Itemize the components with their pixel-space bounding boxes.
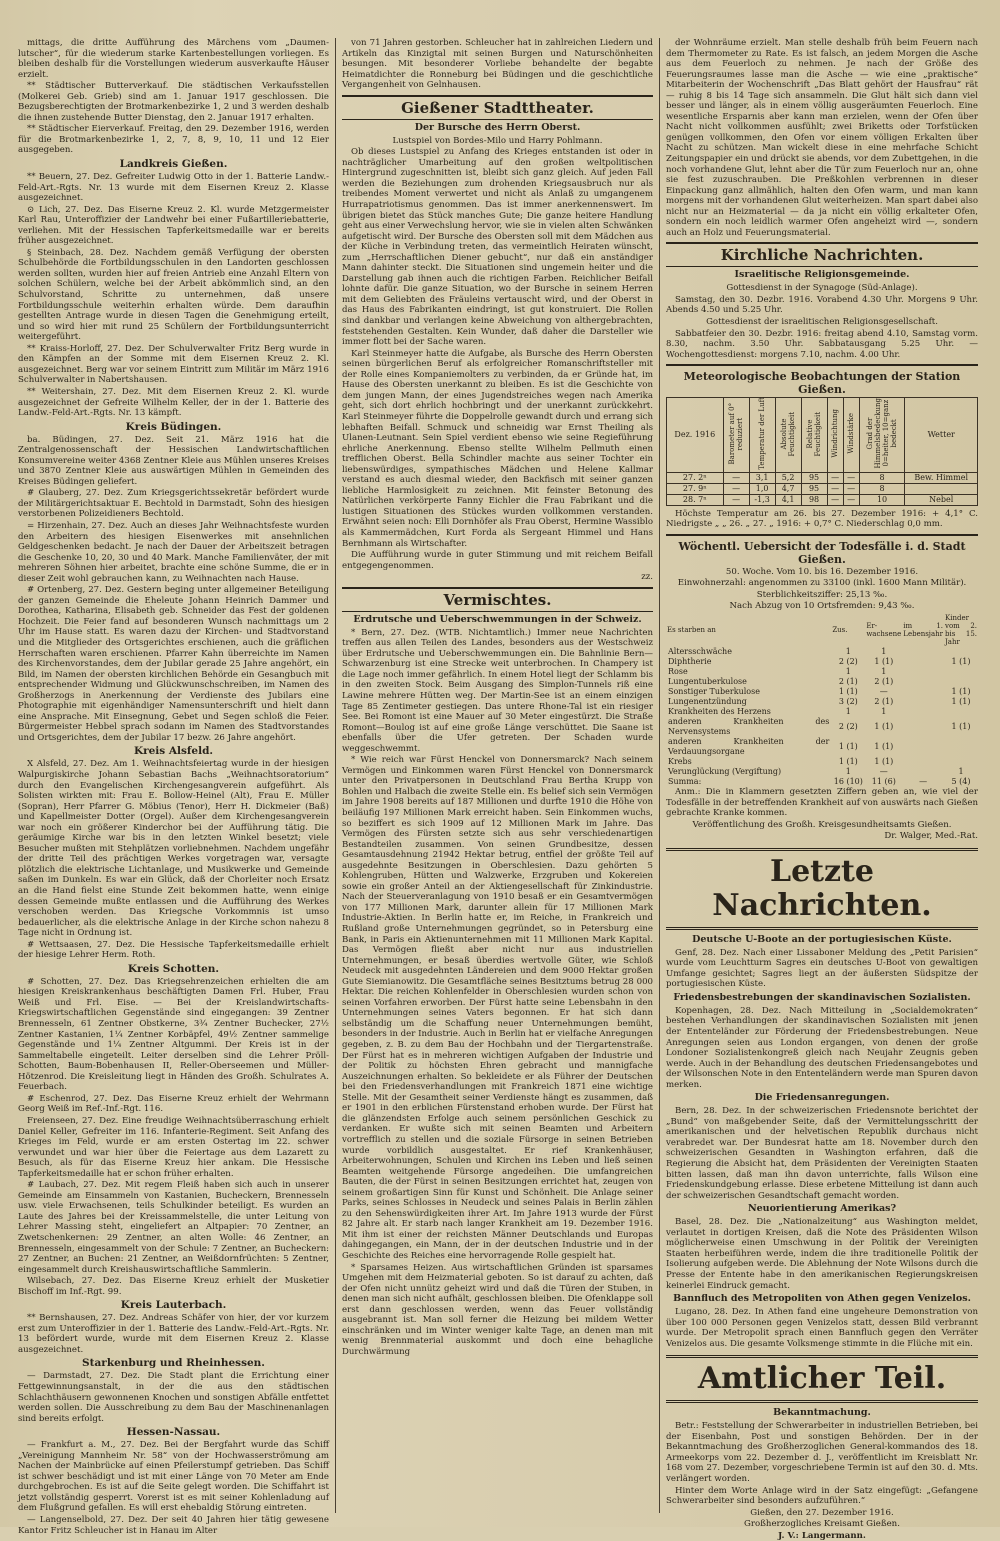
deaths-cell (944, 677, 978, 687)
deaths-cell: 11 (6) (871, 777, 896, 786)
announcement-heading: Bekanntmachung. (773, 1407, 871, 1419)
article-paragraph: ** Weitershain, 27. Dez. Mit dem Eisernen Kreuz 2. Kl. wurde ausgezeichnet der Gefreite Wilhelm Keller, der in der 1. Batterie des Landw.-Feld-Art.-Rgts. Nr. 13 kämpft. (18, 386, 329, 419)
article-paragraph: Karl Steinmeyer hatte die Aufgabe, als Bursche des Herrn Obersten seinen bürgerlichen Beruf als erfolgreicher Romanschriftsteller mit der Rolle eines Kompaniemolters zu verbinden, da er Gründe hat, im Hause des Obersten unerkannt zu bleiben. Es ist die Geschichte von dem jungen Mann, der eines Jugendstreiches wegen nach Amerika geht, sich dort ehrlich hochbringt und der unerkannt zurückkehrt. Karl Steinmeyer führte die Doppelrolle gewandt durch und errang sich lebhaften Beifall. Schmuck und schneidig war Ernst Theiling als Ulanen-Leutnant. Sein Spiel verdient ebenso wie seine Regieführung ehrliche Anerkennung. Ebenso stellte Wilhelm Pellmuth einen trefflichen Oberst. Bella Schindler machte aus seiner Tochter ein liebenswürdiges, sympathisches Mädchen und Helene Kallmar verstand es auch diesmal wieder, den Backfisch mit seiner ganzen liebliche Harmlosigkeit zu zeichnen. Mit feinster Betonung des Natürlichen verkörperte Fanny Eichler die Frau Fabrikant und die lustigen Situationen des Stückes wurden vollkommen verstanden. Erwähnt seien noch: Elli Dornhöfer als Frau Oberst, Hermine Wassiblo als Kammermädchen, Kurt Forda als Sergeant Himmel und Hans Bernhmann als Wirtschafter. (342, 348, 653, 549)
deaths-cell (944, 667, 978, 677)
meteo-header-label: Barometer auf 0° reduziert (728, 402, 745, 465)
deaths-cell: anderen Krankheiten des Nervensystems (668, 717, 830, 736)
deaths-cell: 1 (1) (838, 757, 858, 766)
meteo-cell: 27. 9ⁿ (667, 483, 724, 494)
deaths-cell: — (879, 767, 888, 776)
meteo-header-cell (749, 398, 775, 473)
meteo-cell: 4,7 (775, 483, 801, 494)
meteo-cell: 95 (801, 472, 827, 483)
latest-news (666, 934, 978, 1350)
section-heading: Kreis Büdingen. (125, 420, 222, 433)
article-paragraph: * Wie reich war Fürst Henckel von Donnersmarck? Nach seinem Vermögen und Einkommen waren Fürst Henckel von Donnersmarck unter den Privatpersonen in Deutschland Frau Bertha Krupp von Bohlen und Halbach die zweite Stelle ein. Es belief sich sein Vermögen im Jahre 1908 bereits auf 187 Millionen und durfte 1910 die Höhe von beiläufig 197 Millionen Mark erreicht haben. Sein Einkommen wuchs, so beziffert es sich 1909 auf 12 Millionen Mark im Jahre. Das Vermögen des Fürsten setzte sich aus sehr verschiedenartigen Bestandteilen zusammen. Von seinen Grundbesitze, dessen Gesamtausdehnung 21942 Hektar betrug, entfiel der größte Teil auf ausgedehnte Besitzungen in Oberschlesien. Dazu gehörten 5 Kohlengruben, Hütten und Walzwerke, Erzgruben und Kokereien sowie ein großer Anteil an der Aktiengesellschaft für Zinkindustrie. Nach der Steuerveranlagung von 1910 besaß er ein Gesamtvermögen von 177 Millionen Mark, darunter allein für 17 Millionen Mark Industrie-Aktien. In Berlin hatte er, im Reiche, in Frankreich und Rußland große Unternehmungen gegründet, so in Petersburg eine Bank, in Paris ein Aktienunternehmen mit 11 Millionen Mark Kapital. Das Vermögen fließt aber nicht nur aus industriellen Unternehmungen, er besaß überdies wertvolle Güter, wie Schloß Neudeck mit ausgedehnten Ländereien und dem 9000 Hektar großen Gute Siemianowitz. Die Gesamtfläche seines Besitztums betrug 28 000 Hektar. Die reichen Kohlenfelder in Oberschlesien wurden schon von seinen Vorfahren erworben. Der Fürst hatte seine Lebensbahn in den Unternehmungen seines Vaters begonnen. Er hat sich dann selbständig um die Schaffung neuer Unternehmungen bemüht, besonders in der Industrie. Auch in Berlin hat er vielfache Anregungen gegeben, z. B. zu dem Bau der Hochbahn und der Tiergartenstraße. Der Fürst hat es in mehreren wichtigen Aufgaben der Industrie und der Politik zu höchsten Ehren gebracht und mannigfache Auszeichnungen erhalten. So bekleidete er als Führer der Deutschen bei den Friedensverhandlungen mit Frankreich 1871 eine wichtige Stelle. Mit der Gesamtheit seiner Verdienste hängt es zusammen, daß er 1901 in den erblichen Fürstenstand erhoben wurde. Der Fürst hat die glänzendsten Erfolge auch seinem persönlichen Geschick zu verdanken. Er wußte sich mit seinen Beamten und Arbeitern vortrefflich zu stellen und die soziale Fürsorge in seinen Betrieben wurde vorbildlich ausgestaltet. Er rief Krankenhäuser, Arbeiterwohnungen, Schulen und Kirchen ins Leben und ließ seinen Beamten weitgehende Fürsorge angedeihen. Die umfangreichen Bauten, die der Fürst in seinen Besitzungen errichtet hat, zeugen von seinem großartigen Sinn für Kunst und Schönheit. Die Anlage seiner Parks, seines Schlosses in Neudeck und seines Palais in Berlin zählen zu den Sehenswürdigkeiten ihrer Art. Im Jahre 1913 wurde der Fürst 82 Jahre alt. Er starb nach langer Krankheit am 19. Dezember 1916. Mit ihm ist einer der reichsten Männer Deutschlands und Europas dahingegangen, ein Mann, der in der deutschen Industrie und in der Geschichte des Reiches eine hervorragende Rolle gespielt hat. (342, 755, 653, 1261)
section-title: Vermischtes. (342, 587, 653, 612)
deaths-cell: 2 (2) (838, 657, 858, 666)
deaths-cell: 3 (2) (838, 697, 858, 706)
article-paragraph: * Bern, 27. Dez. (WTB. Nichtamtlich.) Immer neue Nachrichten treffen aus allen Teilen des Landes, besonders aus der Westschweiz über Erdrutsche und Ueberschwemmungen ein. Die Bahnlinie Bern—Schwarzenburg ist eine Strecke weit unterbrochen. In Champery ist die Lage noch immer gefährlich. In einem Hotel liegt der Schlamm bis in den zweiten Stock. Beim Ausgang des Simplon-Tunnels riß eine Lawine mehrere Hütten weg. Der Martin-See ist an einem einzigen Tage 85 Zentimeter gestiegen. Das untere Rhone-Tal ist ein riesiger See. Bei Romont ist eine Mauer auf 30 Meter eingestürzt. Die Straße Romont—Boulog ist auf eine große Länge verschüttet. Die Saane ist ebenfalls über die Ufer getreten. Der Schaden wurde weggeschwemmt. (342, 627, 653, 754)
meteo-cell: 8 (859, 483, 905, 494)
article-paragraph: * Sparsames Heizen. Aus wirtschaftlichen Gründen ist sparsames Umgehen mit dem Heizmaterial geboten. So ist darauf zu achten, daß der Ofen nicht unnütz geheizt wird und daß die Türen der Stuben, in denen man sich nicht aufhält, geschlossen bleiben. Die Ofenklappe soll erst dann geschlossen werden, wenn das Feuer vollständig ausgebrannt ist. Man soll ferner die Heizung bei mildem Wetter einschränken und im Winter weniger kalte Tage, an denen man mit wenig Brennmaterial auskommt und doch eine behagliche Durchwärmung (342, 1262, 653, 1357)
news-headline: Friedensbestrebungen der skandinavischen Sozialisten. (673, 991, 971, 1003)
announcement-office: Großherzogliches Kreisamt Gießen. (744, 1519, 900, 1530)
deaths-row (666, 667, 978, 677)
deaths-cell: Verunglückung (Vergiftung) (668, 767, 782, 776)
deaths-cell (902, 717, 944, 737)
article-paragraph: — Langenselbold, 27. Dez. Der seit 40 Jahren hier tätig gewesene Kantor Fritz Schleucher ist in Hanau im Alter (18, 1515, 329, 1536)
announcement-signature: J. V.: Langermann. (778, 1530, 866, 1541)
news-text: Basel, 28. Dez. Die „Nationalzeitung“ aus Washington meldet, verlautet in dortigen Kreisen, daß die Note des Präsidenten Wilson möglicherweise einen Umschwung in der Politik der Vereinigten Staaten herbeiführen werde, indem die ihre traditionelle Politik der Isolierung aufgeben werde. Die Ablehnung der Note Wilsons durch die Presse der Entente habe in den amerikanischen Regierungskreisen keinerlei Eindruck gemacht. (666, 1217, 978, 1291)
meteo-table (666, 397, 978, 506)
article-paragraph: ba. Büdingen, 27. Dez. Seit 21. März 1916 hat die Zentralgenossenschaft der Hessischen Landwirtschaftlichen Konsumvereine weiter 4368 Zentner Kleie aus Mühlen unseres Kreises und 3870 Zentner Kleie aus auswärtigen Mühlen in Gemeinden des Kreises Büdingen geliefert. (18, 434, 329, 487)
centered-line: Gottesdienst der israelitischen Religionsgesellschaft. (706, 317, 938, 328)
deaths-row (666, 677, 978, 687)
meteo-cell: 5,2 (775, 472, 801, 483)
divider (666, 364, 978, 366)
meteo-cell: — (827, 472, 843, 483)
news-text: Bern, 28. Dez. In der schweizerischen Friedensnote berichtet der „Bund“ von maßgebender Seite, daß der Vermittelungsschritt der amerikanischen und der helvetischen Republik durchaus nicht verabredet war. Der Bundesrat hatte am 18. November durch den schweizerischen Gesandten in Washington erfahren, daß die Regierung die Absicht hat, dem Präsidenten der Vereinigten Staaten bitten lassen, daß man ihn davon unterrichte, falls Wilson eine Friedenskundgebung erlasse. Diese erbetene Mitteilung ist dann auch der schweizerischen Gesandtschaft gemacht worden. (666, 1106, 978, 1201)
meteo-cell: — (827, 494, 843, 505)
section-title: Kirchliche Nachrichten. (666, 242, 978, 267)
deaths-cell: 1 (1) (874, 657, 894, 666)
meteo-cell: 27. 2ⁿ (667, 472, 724, 483)
meteo-cell: — (843, 483, 859, 494)
deaths-row (666, 707, 978, 717)
deaths-cell (944, 707, 978, 717)
deaths-rate-adjusted: Nach Abzug von 10 Ortsfremden: 9,43 ‰. (729, 601, 915, 612)
deaths-header-cell: Er-wachsene (866, 622, 902, 638)
meteo-header-cell (843, 398, 859, 473)
article-paragraph: — Frankfurt a. M., 27. Dez. Bei der Bergfahrt wurde das Schiff „Vereinigung Mannheim Nr. 58“ von der Hochwasserströmung am Nachen der Mainbrücke auf einen Pfeilerstumpf getrieben. Das Schiff ist schwer beschädigt und ist mit einer Länge von 70 Meter am Ende durchgebrochen. Es ist auf die Seite gelegt worden. Die Schiffahrt ist jetzt vollständig gesperrt. Vorerst ist es mit seiner Kohlenladung auf dem Flußgrund gefallen. Es will erst ehebaldig Störung eintreten. (18, 1440, 329, 1514)
deaths-row (666, 647, 978, 657)
deaths-row (666, 737, 978, 757)
article-paragraph: # Schotten, 27. Dez. Das Kriegsehrenzeichen erhielten die am hiesigen Kreiskrankenhaus beschäftigten Damen Frl. Huber, Frau Weiß und Frl. Eise. — Bei der Kreislandwirtschafts-Kriegswirtschaftlichen Gegenstände sind eingegangen: 39 Zentner Brennesseln, 61 Zentner Obstkerne, 3¾ Zentner Buchecker, 27½ Zentner Kastanien, 1¼ Zentner Korbäpfel, 49½ Zentner sammelige Gegenstände und 1¼ Zentner Altgummi. Der Kreis ist in der Sammeltabelle eingeteilt. Leiter derselben sind die Lehrer Pröll-Schotten, Baum-Bobenhausen II, Reller-Oberseemen und Müller-Hötzenrod. Die Kreisleitung liegt in Händen des Großh. Schulrates A. Feuerbach. (18, 976, 329, 1093)
deaths-row (666, 657, 978, 667)
deaths-cell: 1 (845, 667, 851, 676)
church-news (666, 242, 978, 360)
announcement-text-2: Hinter dem Worte Anlage wird in der Satz eingefügt: „Gefangene Schwerarbeiter sind besonders aufzuführen.“ (666, 1485, 978, 1507)
deaths-cell: Lungenentzündung (668, 697, 747, 706)
news-headline: Die Friedensanregungen. (754, 1092, 890, 1104)
deaths-cell: anderen Krankheiten der Verdauungsorgane (668, 737, 830, 756)
deaths-population: Einwohnerzahl: angenommen zu 33100 (inkl. 1600 Mann Militär). (677, 578, 967, 589)
article-paragraph: Sabbatfeier den 30. Dezbr. 1916: freitag abend 4.10, Samstag vorm. 8.30, nachm. 3.50 Uhr. Sabbatausgang 5.25 Uhr. — Wochengottesdienst: morgens 7.10, nachm. 4.00 Uhr. (666, 328, 978, 360)
section-title: Gießener Stadttheater. (342, 95, 653, 120)
deaths-cell: 1 (1) (951, 687, 971, 696)
section-heading: Kreis Alsfeld. (133, 745, 214, 758)
section-heading: Starkenburg und Rheinhessen. (82, 1357, 265, 1370)
section-heading: Landkreis Gießen. (119, 158, 228, 171)
deaths-cell (902, 697, 944, 707)
article-paragraph: X Alsfeld, 27. Dez. Am 1. Weihnachtsfeiertag wurde in der hiesigen Walpurgiskirche Johann Sebastian Bachs „Weihnachtsoratorium“ durch den Evangelischen Kirchengesangverein aufgeführt. Als Solisten wirkten mit: Frau E. Bollow-Heinel (Alt), Frau E. Müller (Sopran), Herr Pfarrer G. Möbius (Tenor), Herr H. Dickmeier (Baß) und Kapellmeister Dotter (Orgel). Außer dem Kirchengesangverein war noch ein größerer Kinderchor bei der Aufführung tätig. Die geräumige Kirche war bis in den letzten Winkel besetzt; viele Besucher mußten mit Stehplätzen vorliebnehmen. Nachdem ungefähr der dritte Teil des prächtigen Werkes vorgetragen war, versagte plötzlich die elektrische Lichtanlage, und Musikwerke und Gemeinde saßen im Dunkeln. Es war ein Glück, daß der Chorleiter noch Ersatz an die Hand fielst eine Stunde Zeit bekommen hatte, wenn einige dessen Gemeinde mußte entlassen und die Aufführung des Werkes verschoben werden. Das Kriegsche Vorkommnis ist umso bedauerlicher, als die elektrische Anlage in der Kirche schon nahezu 8 Tage nicht in Ordnung ist. (18, 759, 329, 939)
meteo-row (667, 483, 978, 494)
meteo-row (667, 472, 978, 483)
deaths-cell: Diphtherie (668, 657, 712, 666)
meteo-cell: — (723, 472, 749, 483)
section-heading: Kreis Schotten. (127, 962, 220, 975)
meteo-cell: -1,3 (749, 494, 775, 505)
deaths-cell: 1 (845, 767, 851, 776)
deaths-cell: Krankheiten des Herzens (668, 707, 771, 716)
deaths-cell: 1 (1) (838, 687, 858, 696)
meteo-title: Meteorologische Beobachtungen der Station Gießen. (683, 370, 961, 397)
section-heading: Hessen-Nassau. (126, 1426, 221, 1439)
deaths-cell: 1 (881, 707, 887, 716)
deaths-cell: 2 (1) (838, 677, 858, 686)
meteo-header-cell (667, 398, 724, 473)
deaths-cell (902, 707, 944, 717)
temperature-summary (666, 509, 978, 530)
article-paragraph: Die Aufführung wurde in guter Stimmung und mit reichem Beifall entgegengenommen. (342, 550, 653, 571)
column-2 (336, 38, 660, 1513)
meteo-header-label: Absolute Feuchtigkeit (780, 411, 797, 456)
divider (666, 534, 978, 536)
article-paragraph: # Eschenrod, 27. Dez. Das Eiserne Kreuz erhielt der Wehrmann Georg Weiß im Ref.-Inf.-Rgt. 116. (18, 1093, 329, 1115)
article-paragraph: Samstag, den 30. Dezbr. 1916. Vorabend 4.30 Uhr. Morgens 9 Uhr. Abends 4.50 und 5.25 Uhr. (666, 294, 978, 316)
meteo-cell: Bew. Himmel (905, 472, 978, 483)
deaths-row (666, 757, 978, 767)
meteo-header-label: Relative Feuchtigkeit (806, 411, 823, 456)
deaths-cell (902, 767, 944, 777)
article-subtitle: Der Bursche des Herrn Oberst. (414, 121, 581, 133)
deaths-cell: 1 (845, 647, 851, 656)
article-paragraph: = Hirzenhain, 27. Dez. Auch an dieses Jahr Weihnachtsfeste wurden den Arbeitern des hiesigen Eisenwerkes mit ansehnlichen Geldgeschenken bedacht. Je nach der Dauer der Arbeitszeit betragen die Geschenke 10, 20, 30 und 40 Mark. Manche Familienväter, der mit mehreren Söhnen hier arbeitet, brachte eine schöne Summe, die er in dieser Zeit wohl gebrauchen kann, zu Weihnachten nach Hause. (18, 520, 329, 584)
centered-line: Lustspiel von Bordes-Milo und Harry Pohlmann. (392, 135, 603, 146)
meteo-header-cell (775, 398, 801, 473)
meteo-header-label: Grad der Himmelsbedeckung 0=heiter, 10=ganz bedeckt (866, 398, 899, 469)
deaths-cell (902, 677, 944, 687)
meteo-header-label: Dez. 1916 (674, 429, 716, 439)
deaths-cell: 1 (881, 647, 887, 656)
article-paragraph: ** Beuern, 27. Dez. Gefreiter Ludwig Otto in der 1. Batterie Landw.-Feld-Art.-Rgts. Nr. 13 wurde mit dem Eisernen Kreuz 2. Klasse ausgezeichnet. (18, 172, 329, 204)
section-heading: Kreis Lauterbach. (120, 1299, 227, 1312)
meteo-cell: 3,1 (749, 472, 775, 483)
deaths-cell: 1 (1) (951, 657, 971, 666)
meteo-cell: — (827, 483, 843, 494)
column-1 (12, 38, 336, 1536)
deaths-week: 50. Woche. Vom 10. bis 16. Dezember 1916. (725, 566, 919, 577)
deaths-cell (944, 757, 978, 767)
article-paragraph: ** Städtischer Eierverkauf. Freitag, den 29. Dezember 1916, werden für die Brotmarkenbezirke 1, 2, 7, 8, 9, 10, 11 und 12 Eier ausgegeben. (18, 124, 329, 156)
deaths-cell: 1 (1) (951, 697, 971, 706)
article-paragraph: # Glauberg, 27. Dez. Zum Kriegsgerichtssekretär befördert wurde der Militärgerichtsaktuar E. Bechtold in Darmstadt, Sohn des hiesigen verstorbenen Polizeidieners Bechtold. (18, 488, 329, 520)
deaths-cell (902, 647, 944, 657)
deaths-cell: 1 (958, 767, 964, 776)
article-paragraph: # Wettsaasen, 27. Dez. Die Hessische Tapferkeitsmedaille erhielt der hiesige Lehrer Herm. Roth. (18, 939, 329, 961)
meteo-header-label: Temperatur der Luft (758, 397, 767, 470)
article-paragraph: ** Kraiss-Horloff, 27. Dez. Der Schulverwalter Fritz Berg wurde in den Kämpfen an der Somme mit dem Eisernen Kreuz 2. Kl. ausgezeichnet. Berg war vor seinem Eintritt zum Militär im März 1916 Schulverwalter in Nabertshausen. (18, 343, 329, 386)
news-headline: Deutsche U-Boote an der portugiesischen Küste. (692, 933, 952, 945)
deaths-cell: 2 (1) (874, 677, 894, 686)
deaths-cell: Rose (668, 667, 688, 676)
meteo-header-label: Windrichtung (831, 409, 840, 458)
column-3 (660, 38, 984, 1541)
deaths-cell: Altersschwäche (668, 647, 732, 656)
deaths-cell: 16 (10) (833, 777, 863, 786)
deaths-header-cell: Es starben an (667, 626, 716, 634)
deaths-row (666, 777, 978, 787)
deaths-cell: 1 (845, 707, 851, 716)
deaths-cell: 1 (1) (951, 722, 971, 731)
meteo-cell: — (843, 472, 859, 483)
deaths-cell (902, 667, 944, 677)
article-paragraph: ** Städtischer Butterverkauf. Die städtischen Verkaufsstellen (Molkerei Geb. Grieb) sind am 1. Januar 1917 geschlossen. Die Bezugsberechtigten der Brotmarkenbezirke 1, 2 und 3 werden deshalb die ihnen zustehende Butter Dienstag, den 2. Januar 1917 erhalten. (18, 81, 329, 123)
deaths-signature: Dr. Walger, Med.-Rat. (884, 831, 978, 842)
article-paragraph: mittags, die dritte Aufführung des Märchens vom „Daumen-lutscher“, für die wiederum starke Kartenbestellungen vorliegen. Es bleiben deshalb für die Vorstellungen wiederum ausverkaufte Häuser erzielt. (18, 38, 329, 80)
deaths-cell: 1 (1) (874, 742, 894, 751)
deaths-header-cell: im 1. Lebensjahr (903, 622, 944, 638)
news-text: Genf, 28. Dez. Nach einer Lissaboner Meldung des „Petit Parisien“ wurde vom Leuchtturm Sagres ein deutsches U-Boot von gewaltigen Umfange gesichtet; Sagres liegt an der äußersten Südspitze der portugiesischen Küste. (666, 947, 978, 990)
news-text: Lugano, 28. Dez. In Athen fand eine ungeheure Demonstration von über 100 000 Personen gegen Venizelos statt, dessen Bild verbrannt wurde. Der Metropolit sprach einen Bannfluch gegen den Verräter Venizelos aus. Die gesamte Volksmenge stimmte in die Flüche mit ein. (666, 1307, 978, 1349)
columns (12, 38, 988, 1541)
deaths-cell: Lungentuberkulose (668, 677, 747, 686)
deaths-source: Veröffentlichung des Großh. Kreisgesundheitsamts Gießen. (692, 819, 952, 830)
announcement-date: Gießen, den 27. Dezember 1916. (750, 1507, 894, 1518)
article-paragraph: # Ortenberg, 27. Dez. Gestern beging unter allgemeiner Beteiligung der ganzen Gemeinde die Eheleute Johann Heinrich Dammer und Dorothea, Katharina, Elisabeth geb. Schneider das Fest der goldenen Hochzeit. Die Feier fand auf besonderen Wunsch nachmittags um 2 Uhr im Hause statt. Es waren dazu der Kirchen- und Stadtvorstand und die Mitglieder des Ortsgerichtes erschienen, auch die gräflichen Herrschaften waren erschienen. Pfarrer Kahn überreichte im Namen des Kirchenvorstandes, dem der Jubilar gerade 25 Jahre angehört, ein Bild, im Namen der obersten kirchlichen Behörde ein Gesangbuch mit entsprechender Widmung und Glückwunschschreiben, im Namen des Großherzogs in Anerkennung der Verdienste des Jubilars eine Photographie mit eigenhändiger Namensunterschrift und hielt dann eine Ansprache. Mit Einsegnung, Gebet und Segen schloß die Feier. Bürgermeister Hebbel sprach sodann im Namen des Stadtvorstandes und Ortsgerichtes, dem der Jubilar 17 bezw. 26 Jahre angehört. (18, 585, 329, 743)
deaths-cell (944, 737, 978, 757)
article-paragraph: § Steinbach, 28. Dez. Nachdem gemäß Verfügung der obersten Schulbehörde die Fortbildungsschulen in den Landorten geschlossen werden sollten, wurden hier auf freien Antrieb eine Anzahl Eltern von solchen Schülern, welche bei der Arbeit abkömmlich sind, an den Schulvorstand, Schritte zu unternehmen, daß unsere Fortbildungsschule weiterhin erhalten würde. Dem daraufhin gestellten Antrage wurde in diesen Tagen die Genehmigung erteilt, und so wird hier mit rund 25 Schülern der Fortbildungsunterricht weitergeführt. (18, 247, 329, 343)
meteo-header-cell (859, 398, 905, 473)
article-subtitle: Israelitische Religionsgemeinde. (734, 269, 910, 281)
deaths-cell: — (879, 687, 888, 696)
deaths-cell: Summa: (668, 777, 702, 786)
deaths-cell: 1 (1) (838, 742, 858, 751)
deaths-cell: 2 (2) (838, 722, 858, 731)
deaths-cell: 1 (1) (874, 757, 894, 766)
deaths-header-cell: Zus. (832, 626, 848, 634)
article-paragraph: ** Bernshausen, 27. Dez. Andreas Schäfer von hier, der vor kurzem erst zum Unteroffizier in der 1. Batterie des Landw.-Feld-Art.-Rgts. Nr. 13 befördert wurde, wurde mit dem Eisernen Kreuz 2. Klasse ausgezeichnet. (18, 1313, 329, 1355)
meteo-cell: 10 (859, 494, 905, 505)
meteo-cell: — (843, 494, 859, 505)
meteo-cell: — (723, 494, 749, 505)
article-paragraph: der Wohnräume erzielt. Man stelle deshalb früh beim Feuern nach dem Thermometer zu Rate. Es ist falsch, an jedem Morgen die Asche aus dem Feuerloch zu nehmen. Je nach der Größe des Feuerungsraumes lasse man die Asche — wie eine „praktische“ Mitarbeiterin der Wochenschrift „Das Blatt gehört der Hausfrau“ rät — ruhig 8 bis 14 Tage sich ansammeln. Die Glut hält sich dann viel besser und länger, als in einem völlig ausgeräumten Feuerloch. Eine wesentliche Ersparnis aber kann man erzielen, wenn der Ofen über Nacht nicht vollkommen ausfühlt; zwei Briketts oder Torfstücken genügen vollkommen, den Ofen vor einem völligen Erkalten über Nacht zu schützen. Man wickelt diese in eine mehrfache Schicht Zeitungspapier ein und drückt sie abends, vor dem Zubettgehen, in die noch vorhandene Glut, lehnt aber die Tür zum Feuerloch nur an, ohne sie fest zuzuschrauben. Die Preßkohlen verbrennen in dieser Einpackung ganz allmählich, halten den Ofen warm, und man kann morgens mit der vorhandenen Glut weiterheizen. Man spart dabei also nicht nur an Heizmaterial — da ja nicht ein völlig erkalteter Ofen, sondern ein noch leidlich warmer Ofen angeheizt wird —, sondern auch an Holz und Feuerungsmaterial. (666, 38, 978, 238)
article-paragraph: Höchste Temperatur am 26. bis 27. Dezember 1916: + 4,1° C. Niedrigste „ „ 26. „ 27. „ 1916: + 0,7° C. Niederschlag 0,0 mm. (666, 508, 978, 530)
deaths-cell: 1 (881, 667, 887, 676)
article-paragraph: Freienseen, 27. Dez. Eine freudige Weihnachtsüberraschung erhielt Daniel Keller, Gefreiter im 116. Infanterie-Regiment. Seit Anfang des Krieges im Feld, wurde er am ersten Ostertag im 22. schwer verwundet und war hier über die Feiertage aus dem Lazarett zu Besuch, als für das Eiserne Kreuz hier ankam. Die Hessische Tapferkeitsmedaille hat er schon früher erhalten. (18, 1115, 329, 1179)
deaths-cell: Sonstiger Tuberkulose (668, 687, 760, 696)
heating-article-cont (666, 38, 978, 238)
meteo-header-label: Wetter (927, 429, 955, 439)
deaths-table (666, 613, 978, 787)
deaths-cell: — (919, 777, 928, 786)
meteo-cell: 8 (859, 472, 905, 483)
meteo-cell: 95 (801, 483, 827, 494)
news-headline: Bannfluch des Metropoliten von Athen gegen Venizelos. (673, 1293, 971, 1305)
deaths-row (666, 767, 978, 777)
meteo-row (667, 494, 978, 505)
announcement-text: Betr.: Feststellung der Schwerarbeiter in industriellen Betrieben, bei der Eisenbahn, Post und sonstigen Behörden. Der in der Bekanntmachung des Großherzoglichen General-kommandos des 18. Armeekorps vom 22. Dezember d. J., veröffentlicht im Kreisblatt Nr. 168 vom 27. Dezember, vorgeschriebene Termin ist auf den 30. d. Mts. verlängert worden. (666, 1421, 978, 1484)
article-paragraph: Wilsebach, 27. Dez. Das Eiserne Kreuz erhielt der Musketier Bischoff im Inf.-Rgt. 99. (18, 1276, 329, 1297)
meteo-cell: 1,0 (749, 483, 775, 494)
deaths-row (666, 697, 978, 707)
deaths-cell (902, 657, 944, 667)
deaths-cell (902, 757, 944, 767)
deaths-cell (902, 737, 944, 757)
meteo-header-cell (827, 398, 843, 473)
deaths-row (666, 717, 978, 737)
deaths-cell (902, 687, 944, 697)
deaths-cell: 5 (4) (951, 777, 971, 786)
article-paragraph: # Laubach, 27. Dez. Mit regem Fleiß haben sich auch in unserer Gemeinde am Einsammeln von Kastanien, Bucheckern, Brennesseln usw. viele Erwachsenen, teils Schulkinder beteiligt. Es wurden an Laute des Jahres bei der Kreissammelstelle, die unter Leitung von Lehrer Massing steht, eingeliefert an Altpapier: 70 Zentner, an Zwetschenkernen: 29 Zentner, an alten Wolle: 46 Zentner, an Brennesseln, eingesammelt von der Schule: 7 Zentner, an Bucheckern: 27 Zentner, an Buchen: 21 Zentner, an Weißdornfrüchten: 5 Zentner, eingesammelt durch Kreishauswirtschaftliche Sammlerin. (18, 1180, 329, 1275)
deaths-note: Anm.: Die in Klammern gesetzten Ziffern geben an, wie viel der Todesfälle in der betreffenden Krankheit auf von auswärts nach Gießen gebrachte Kranke kommen. (666, 787, 978, 819)
news-text: Kopenhagen, 28. Dez. Nach Mitteilung in „Socialdemokraten“ bestehen Verhandlungen der skandinavischen Sozialisten mit jenen der Ententeländer zur Förderung der Friedensbestrebungen. Neue Anregungen seien aus London ergangen, von denen der große Londoner Sozialistenkongreß gleich nach Neujahr Zeugnis geben werde. Auch in der Behandlung des deutschen Friedensangebotes und der Wilsonschen Note in den Ententeländern werde man Spuren davon merken. (666, 1005, 978, 1090)
meteo-header-cell (801, 398, 827, 473)
article-paragraph: — Darmstadt, 27. Dez. Die Stadt plant die Errichtung einer Fettgewinnungsanstalt, in der die aus den städtischen Schlachthäusern gewonnenen Knochen und sonstigen Abfälle entfettet werden sollen. Die Ausschreibung zu dem Bau der Maschinenanlagen sind bereits erfolgt. (18, 1371, 329, 1424)
deaths-title: Wöchentl. Uebersicht der Todesfälle i. d. Stadt Gießen. (678, 539, 966, 566)
meteo-cell: 4,1 (775, 494, 801, 505)
deaths-row (666, 687, 978, 697)
official-section-title: Amtlicher Teil. (666, 1355, 978, 1403)
deaths-cell: 1 (1) (874, 722, 894, 731)
meteo-cell: 98 (801, 494, 827, 505)
news-headline: Neuorientierung Amerikas? (747, 1203, 897, 1215)
deaths-cell (944, 647, 978, 657)
meteo-cell: Nebel (905, 494, 978, 505)
deaths-cell: 2 (1) (874, 697, 894, 706)
deaths-header-cell: Kinder vom 2. bis 15. Jahr (945, 614, 977, 646)
article-paragraph: Ob dieses Lustspiel zu Anfang des Krieges entstanden ist oder in nachträglicher Umarbeitung auf den großen weltpolitischen Hintergrund zugeschnitten ist, bleibt sich ganz gleich. Auf jeden Fall werden die Beziehungen zum drohenden Kriegsausbruch nur als treibendes Moment verwertet und nicht als Anlaß zu umgangenem Hurrapatriotismus genommen. Das ist immer anerkennenswert. Im übrigen bietet das Stück manches Gute; Die ganze heitere Handlung geht aus einer Verwechslung hervor, wie sie in vielen alten Schwänken aufgetischt wird. Der Bursche des Obersten soll mit dem Mädchen aus der Küche in Verbindung treten, das vermeintlich Heiraten wünscht, zum „Herrschaftlichen Diener gebucht“, nur daß ein anständiger Mann dahinter steckt. Die Situationen sind ungemein heiter und die Darstellung gab ihnen auch die richtigen Farben. Reichlicher Beifall lohnte dafür. Die ganze Situation, wo der Bursche in seinem Herren mit dem Geliebten des Fräuleins vertauscht wird, und der Oberst in das Haus des Fabrikanten eindringt, ist gut konstruiert. Die Rollen sind dankbar und verlangen keine Abweichung von althergebrachten, feststehenden Gestalten. Kein Wunder, daß daher die Darsteller wie immer flott bei der Sache waren. (342, 147, 653, 348)
meteo-cell: 28. 7ⁿ (667, 494, 724, 505)
article-subtitle: Erdrutsche und Ueberschwemmungen in der Schweiz. (353, 613, 642, 625)
meteo-header-label: Windstärke (847, 413, 856, 454)
article-paragraph: von 71 Jahren gestorben. Schleucher hat in zahlreichen Liedern und Artikeln das Kinzigtal mit seinen Burgen und Naturschönheiten besungen. Mit besonderer Vorliebe behandelte der begabte Heimatdichter die Ronneburg bei Büdingen und die geschichtliche Vergangenheit von Gelnhausen. (342, 38, 653, 91)
latest-news-title: Letzte Nachrichten. (666, 848, 978, 930)
centered-line: Gottesdienst in der Synagoge (Süd-Anlage). (726, 283, 918, 294)
meteo-cell (905, 483, 978, 494)
meteo-header-cell (905, 398, 978, 473)
deaths-cell: Krebs (668, 757, 692, 766)
meteo-header-cell (723, 398, 749, 473)
article-paragraph: ⊙ Lich, 27. Dez. Das Eiserne Kreuz 2. Kl. wurde Metzgermeister Karl Rau, Unteroffizier der Landwehr bei einer Fußartilleriebatterie, verliehen. Mit der Hessischen Tapferkeitsmedaille war er bereits früher ausgezeichnet. (18, 204, 329, 247)
deaths-rate: Sterblichkeitsziffer: 25,13 ‰. (756, 589, 888, 600)
meteo-cell: — (723, 483, 749, 494)
article-signature: zz. (641, 572, 653, 583)
